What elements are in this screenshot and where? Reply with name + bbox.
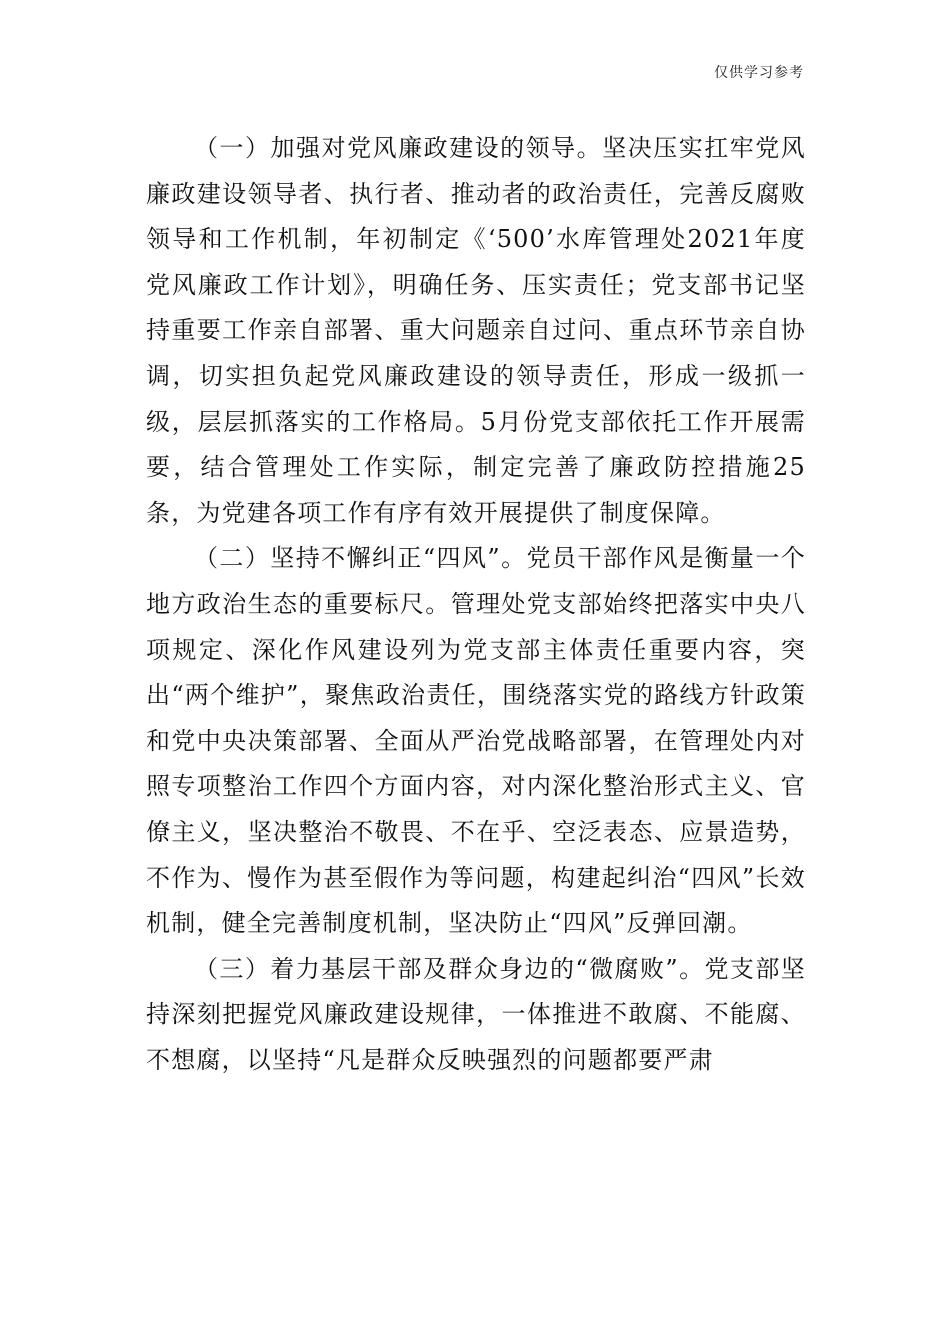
paragraph-3: （三）着力基层干部及群众身边的“微腐败”。党支部坚持深刻把握党风廉政建设规律，一体推进不敢腐、不能腐、不想腐，以坚持“凡是群众反映强烈的问题都要严肃 (146, 954, 806, 1074)
document-body (146, 126, 806, 1083)
header-note: 仅供学习参考 (714, 65, 804, 81)
paragraph-2: （二）坚持不懈纠正“四风”。党员干部作风是衡量一个地方政治生态的重要标尺。管理处党支部始终把落实中央八项规定、深化作风建设列为党支部主体责任重要内容，突出“两个维护”，聚焦政治责任，围绕落实党的路线方针政策和党中央决策部署、全面从严治党战略部署，在管理处内对照专项整治工作四个方面内容，对内深化整治形式主义、官僚主义，坚决整治不敬畏、不在乎、空泛表态、应景造势，不作为、慢作为甚至假作为等问题，构建起纠治“四风”长效机制，健全完善制度机制，坚决防止“四风”反弹回潮。 (146, 544, 806, 938)
paragraph-1: （一）加强对党风廉政建设的领导。坚决压实扛牢党风廉政建设领导者、执行者、推动者的政治责任，完善反腐败领导和工作机制，年初制定《‘500’水库管理处2021年度党风廉政工作计划》，明确任务、压实责任；党支部书记坚持重要工作亲自部署、重大问题亲自过问、重点环节亲自协调，切实担负起党风廉政建设的领导责任，形成一级抓一级，层层抓落实的工作格局。5月份党支部依托工作开展需要，结合管理处工作实际，制定完善了廉政防控措施25条，为党建各项工作有序有效开展提供了制度保障。 (146, 134, 806, 527)
